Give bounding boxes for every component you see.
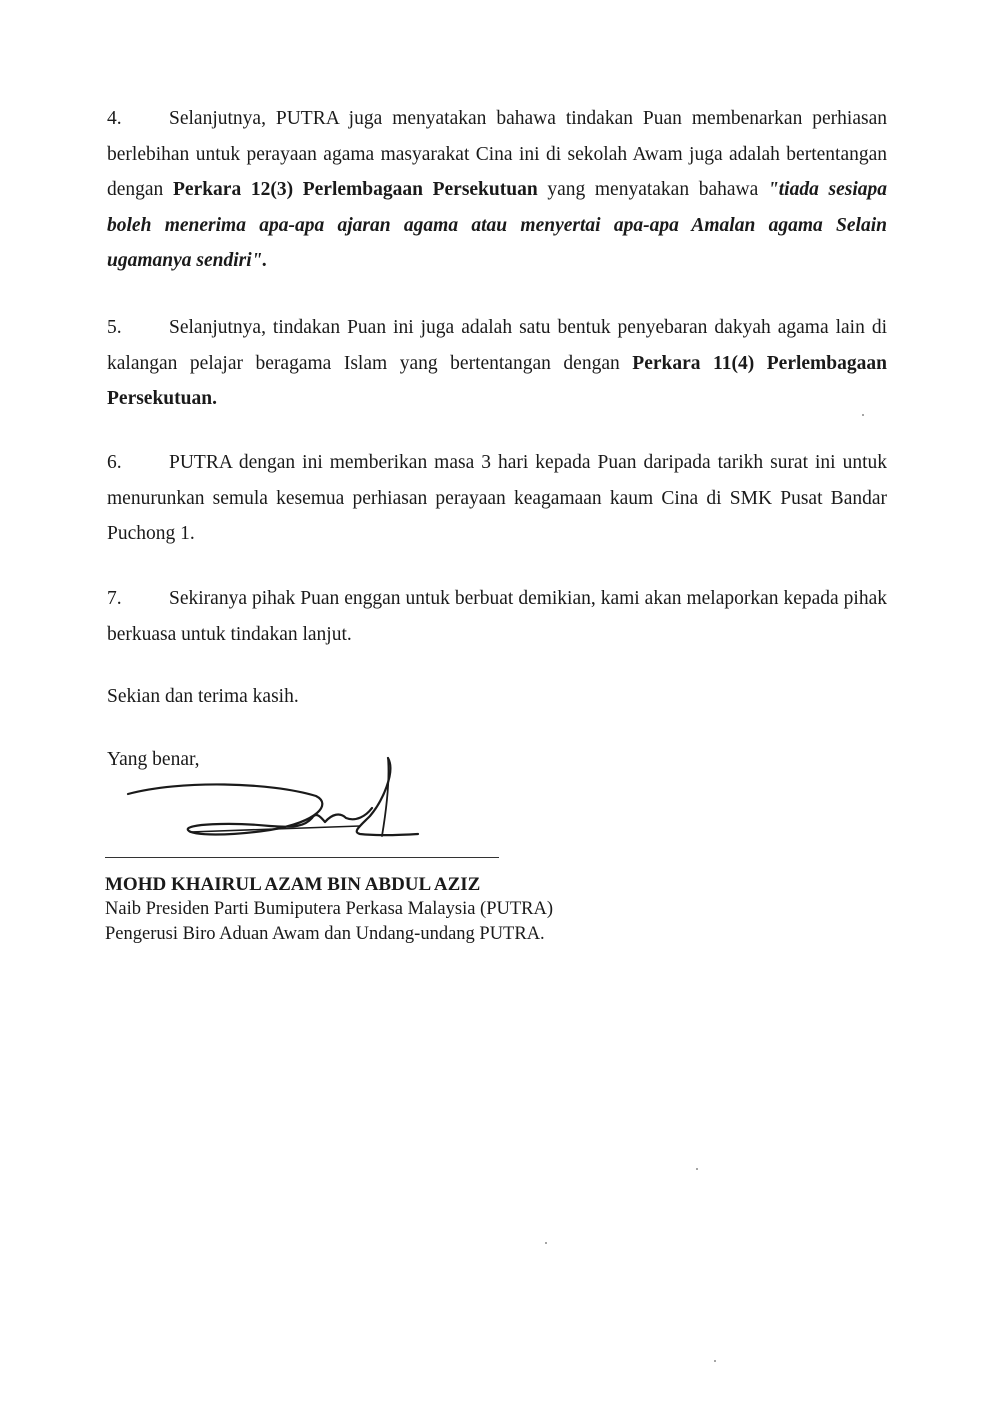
scan-speck — [696, 1168, 698, 1170]
signer-name: MOHD KHAIRUL AZAM BIN ABDUL AZIZ — [105, 874, 481, 895]
paragraph-text: yang menyatakan bahawa — [537, 179, 768, 200]
scan-speck — [545, 1242, 547, 1244]
paragraph-text: Sekiranya pihak Puan enggan untuk berbuat demikian, kami akan melaporkan kepada pihak berkuasa untuk tindakan lanjut. — [107, 588, 887, 645]
paragraph-text: Selanjutnya, tindakan Puan ini juga adalah satu bentuk penyebaran dakyah agama lain di kalangan pelajar beragama Islam yang bertentangan dengan — [107, 317, 887, 374]
paragraph-number: 5. — [107, 317, 122, 338]
signature-line — [105, 857, 499, 858]
scan-speck — [862, 414, 864, 416]
legal-reference: Perkara 12(3) Perlembagaan Persekutuan — [172, 179, 538, 200]
signer-title-1: Naib Presiden Parti Bumiputera Perkasa Malaysia (PUTRA) — [105, 899, 554, 919]
paragraph-number: 6. — [107, 452, 122, 473]
closing-line: Sekian dan terima kasih. — [107, 686, 299, 707]
legal-reference: Perkara 11(4) Perlembagaan Persekutuan. — [107, 352, 887, 409]
paragraph-number: 4. — [107, 108, 122, 129]
signer-title-2: Pengerusi Biro Aduan Awam dan Undang-undang PUTRA. — [105, 924, 545, 944]
paragraph-5 — [107, 310, 887, 417]
paragraph-number: 7. — [107, 588, 122, 609]
paragraph-4 — [107, 101, 887, 279]
quoted-clause: "tiada sesiapa boleh menerima apa-apa ajaran agama atau menyertai apa-apa Amalan agama Selain ugamanya sendiri". — [107, 179, 887, 271]
scan-speck — [714, 1360, 716, 1362]
paragraph-text: Selanjutnya, PUTRA juga menyatakan bahawa tindakan Puan membenarkan perhiasan berlebihan untuk perayaan agama masyarakat Cina ini di sekolah Awam juga adalah bertentangan dengan — [107, 108, 887, 200]
paragraph-text: PUTRA dengan ini memberikan masa 3 hari kepada Puan daripada tarikh surat ini untuk menurunkan semula kesemua perhiasan perayaan keagamaan kaum Cina di SMK Pusat Bandar Puchong 1. — [107, 452, 887, 544]
paragraph-7 — [107, 581, 887, 652]
signer-block — [105, 872, 553, 947]
paragraph-6 — [107, 445, 887, 552]
handwritten-signature — [120, 752, 420, 852]
salutation: Yang benar, — [107, 749, 200, 770]
